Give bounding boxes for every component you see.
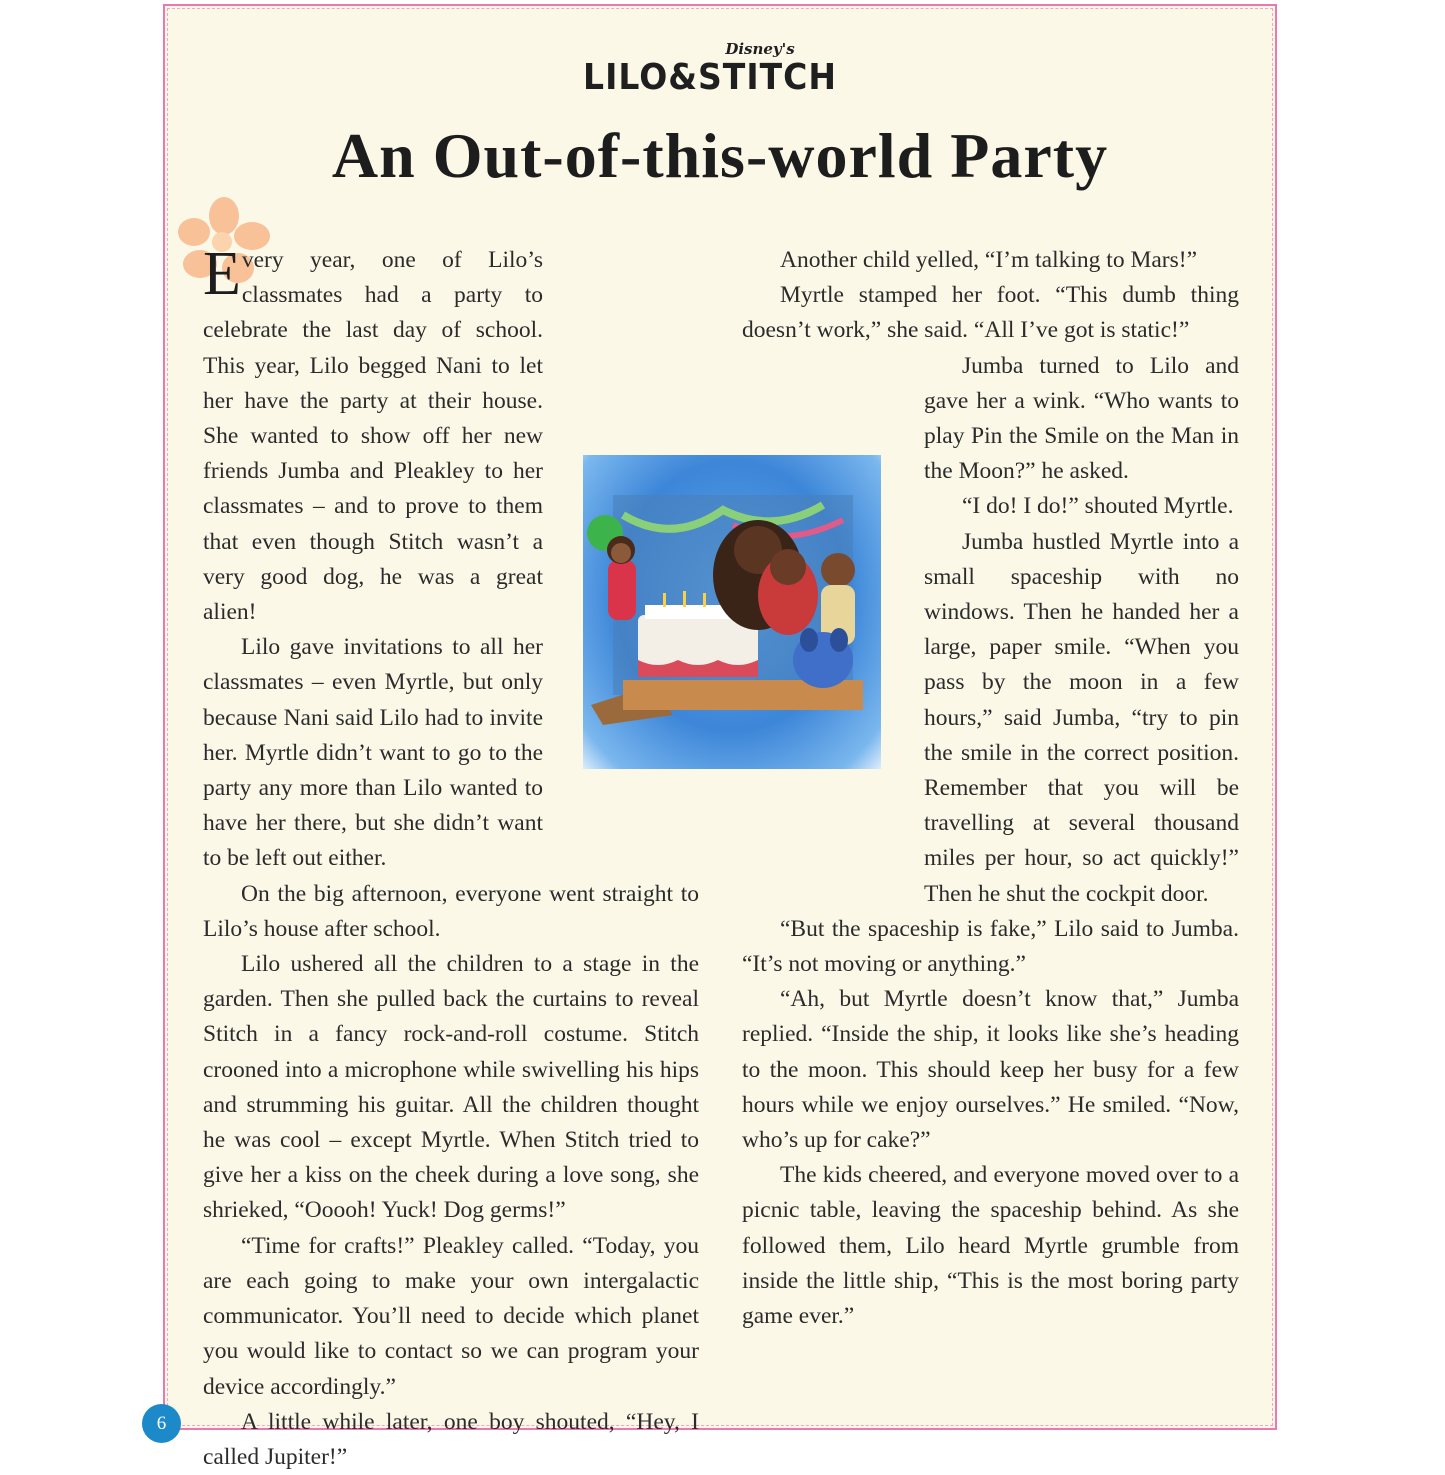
story-paragraph: Myrtle stamped her foot. “This dumb thing doesn’t work,” she said. “All I’ve got is static!”: [742, 282, 1239, 344]
right-text-column: [742, 243, 1239, 1334]
page-number-badge: 6: [142, 1404, 181, 1443]
story-paragraph: Lilo ushered all the children to a stage in the garden. Then she pulled back the curtains to reveal Stitch in a fancy rock-and-roll costume. Stitch crooned into a microphone while swivelling his hips and strumming his guitar. All the children thought he was cool – except Myrtle. When Stitch tried to give her a kiss on the cheek during a love song, she shrieked, “Ooooh! Yuck! Dog germs!”: [203, 951, 699, 1224]
lilo-stitch-logo: [560, 40, 860, 104]
story-paragraph: The kids cheered, and everyone moved over to a picnic table, leaving the spaceship behind. As she followed them, Lilo heard Myrtle grumble from inside the little ship, “This is the most boring party game ever.”: [742, 1162, 1239, 1330]
story-paragraph: “Ah, but Myrtle doesn’t know that,” Jumba replied. “Inside the ship, it looks like she’s heading to the moon. This should keep her busy for a few hours while we enjoy ourselves.” He smiled. “Now, who’s up for cake?”: [742, 986, 1239, 1154]
image-text-wrap-space: [742, 349, 924, 889]
story-paragraph: “I do! I do!” shouted Myrtle.: [962, 493, 1234, 520]
story-paragraph: Jumba hustled Myrtle into a small spaceship with no windows. Then he handed her a large, paper smile. “When you pass by the moon in a few hours,” said Jumba, “try to pin the smile in the correct position. Remember that you will be travelling at several thousand miles per hour, so act quickly!” Then he shut the cockpit door.: [924, 528, 1239, 907]
page-title: An Out-of-this-world Party: [331, 120, 1109, 191]
story-paragraph: On the big afternoon, everyone went straight to Lilo’s house after school.: [203, 880, 699, 942]
story-paragraph: A little while later, one boy shouted, “Hey, I called Jupiter!”: [203, 1408, 699, 1470]
left-text-column: [203, 240, 699, 1475]
image-text-wrap-space: [543, 243, 699, 825]
paragraph-text: very year, one of Lilo’s classmates had a party to celebrate the last day of school. This year, Lilo begged Nani to let her have the party at their house. She wanted to show off her new friends Jumba and Pleakley to her classmates – and to prove to them that even though Stitch wasn’t a very good dog, he was a great alien!: [203, 247, 543, 626]
story-paragraph: “But the spaceship is fake,” Lilo said to Jumba. “It’s not moving or anything.”: [742, 915, 1239, 978]
drop-cap: E: [203, 240, 241, 308]
lilo-stitch-wordmark: LILO&STITCH: [583, 55, 837, 98]
disney-wordmark: Disney's: [725, 40, 795, 58]
story-paragraph: Another child yelled, “I’m talking to Mars!”: [780, 247, 1197, 273]
story-paragraph: Jumba turned to Lilo and gave her a wink. “Who wants to play Pin the Smile on the Man in the Moon?” he asked.: [924, 352, 1239, 485]
story-paragraph: Lilo gave invitations to all her classmates – even Myrtle, but only because Nani said Lilo had to invite her. Myrtle didn’t want to go to the party any more than Lilo wanted to have her there, but she didn’t want to be left out either.: [203, 634, 543, 872]
story-paragraph: “Time for crafts!” Pleakley called. “Today, you are each going to make your own intergalactic communicator. You’ll need to decide which planet you would like to contact so we can program your device accordingly.”: [203, 1232, 699, 1400]
